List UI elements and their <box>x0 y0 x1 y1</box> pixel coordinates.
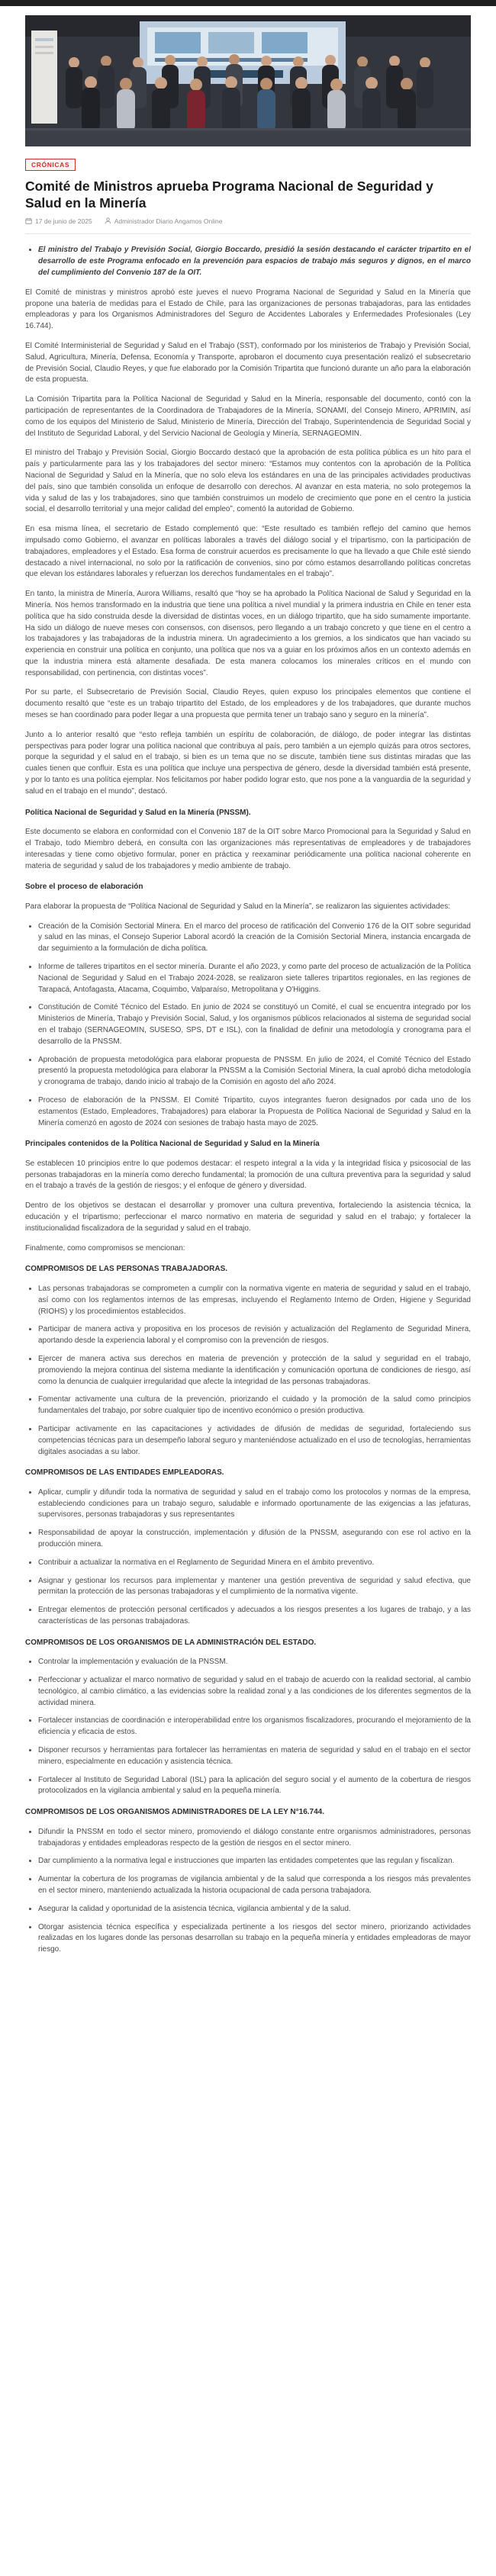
list-item: • Difundir la PNSSM en todo el sector minero, promoviendo el diálogo constante entre organismos administradores, personas trabajadoras y entidades empleadoras respecto de la gestión de riesgos en el sector minero. <box>38 1827 471 1850</box>
list-item: • Responsabilidad de apoyar la construcción, implementación y difusión de la PNSSM, asegurando con ese rol activo en la producción minera. <box>38 1528 471 1551</box>
list-item: • Aumentar la cobertura de los programas de vigilancia ambiental y de la salud que corresponda a los riesgos más prevalentes en el sector minero, manteniendo actualizada la historia ocupacional de cada persona trabajadora. <box>38 1874 471 1897</box>
calendar-icon <box>25 217 32 224</box>
list-item: • Participar de manera activa y propositiva en los procesos de revisión y actualización del Reglamento de Seguridad Minera, aportando desde la experiencia laboral y el compromiso con la prevención de riesgos. <box>38 1324 471 1347</box>
administrators-commitments-list <box>25 1827 471 1956</box>
article-paragraph: En esa misma línea, el secretario de Estado complementó que: “Este resultado es también reflejo del camino que hemos impulsado como Gobierno, el avanzar en políticas laborales a través del diálogo social y el tripartismo, con la participación de trabajadores, empleadores y el Estado. Esa forma de construir acuerdos es precisamente lo que ha llevado a que Chile esté siendo destacado a nivel internacional, no solo por la ratificación de convenios, sino por cómo estamos desarrollando políticas concretas que elevan los estándares laborales y refuerzan los derechos fundamentales en el trabajo”. <box>25 525 471 579</box>
meta-author-link[interactable]: Administrador Diario Angamos Online <box>114 217 223 225</box>
top-bar <box>0 0 496 6</box>
list-item: • Creación de la Comisión Sectorial Minera. En el marco del proceso de ratificación del Convenio 176 de la OIT sobre seguridad y salud en las minas, el Consejo Superior Laboral acordó la creación de la Comisión Sectorial Minera, instancia encargada de dar seguimiento a la formulación de dicha política. <box>38 921 471 955</box>
meta-date-text: 17 de junio de 2025 <box>35 217 92 225</box>
list-item: • Fomentar activamente una cultura de la prevención, priorizando el cuidado y la promoción de la salud como principios fundamentales del trabajo, por sobre cualquier tipo de incentivo económico o presión productiva. <box>38 1394 471 1417</box>
group-photo-illustration <box>25 15 471 146</box>
meta-date <box>25 217 92 225</box>
list-item: • Perfeccionar y actualizar el marco normativo de seguridad y salud en el trabajo de acuerdo con la realidad sectorial, al cambio tecnológico, al cambio climático, a las evidencias sobre la realidad zonal y a las condiciones de los diferentes segmentos de la actividad minera. <box>38 1675 471 1709</box>
list-item: • Participar activamente en las capacitaciones y actividades de difusión de medidas de seguridad, fortaleciendo sus competencias técnicas para un desempeño laboral seguro y manteniéndose actualizado en el uso de tecnologías, herramientas digitales asociadas a su labor. <box>38 1424 471 1458</box>
list-item: • Informe de talleres tripartitos en el sector minería. Durante el año 2023, y como parte del proceso de actualización de la Política Nacional de Seguridad y Salud en el Trabajo 2024-2028, se realizaron siete talleres tripartitos regionales, en las regiones de Tarapacá, Antofagasta, Atacama, Coquimbo, Valparaíso, Metropolitana y O'Higgins. <box>38 962 471 995</box>
meta-author <box>105 217 223 225</box>
article-paragraph: Dentro de los objetivos se destacan el desarrollar y promover una cultura preventiva, fortaleciendo la asistencia técnica, la educación y el tripartismo; perfeccionar el marco normativo en materia de seguridad y salud en el trabajo; y fortalecer la institucionalidad fiscalizadora de la seguridad y salud en el trabajo. <box>25 1201 471 1233</box>
list-item: • Asegurar la calidad y oportunidad de la asistencia técnica, vigilancia ambiental y de la salud. <box>38 1904 471 1915</box>
section-heading-process: Sobre el proceso de elaboración <box>25 883 143 892</box>
section-heading-administrators: COMPROMISOS DE LOS ORGANISMOS ADMINISTRADORES DE LA LEY N°16.744. <box>25 1808 325 1817</box>
list-item: • Ejercer de manera activa sus derechos en materia de prevención y protección de la salud y seguridad en el trabajo, promoviendo la mejora continua del sistema mediante la identificación y comunicación oportuna de condiciones de riesgo, así como la denuncia de cualquier irregularidad que afecte la integridad de las personas trabajadoras. <box>38 1354 471 1388</box>
workers-commitments-list <box>25 1284 471 1458</box>
article-paragraph: El Comité de ministras y ministros aprobó este jueves el nuevo Programa Nacional de Seguridad y Salud en la Minería que propone una batería de medidas para el Estado de Chile, para las organizaciones de personas trabajadoras, para las entidades empleadoras y para los Organismos Administradores del Seguro de Accidentes Laborales y Enfermedades Profesionales (Ley 16.744). <box>25 288 471 331</box>
article-paragraph: El Comité Interministerial de Seguridad y Salud en el Trabajo (SST), conformado por los ministerios de Trabajo y Previsión Social, Salud, Agricultura, Minería, Defensa, Economía y Transporte, aprobaron el documento cuya presentación realizó el subsecretario de Previsión Social, Claudio Reyes, y que fue elaborado por la Comisión Tripartita que funcionó durante un año para la elaboración de esta propuesta. <box>25 341 471 384</box>
lead-list <box>25 244 471 278</box>
list-item: • Controlar la implementación y evaluación de la PNSSM. <box>38 1657 471 1668</box>
article-paragraph: En tanto, la ministra de Minería, Aurora Williams, resaltó que “hoy se ha aprobado la Política Nacional de Salud y Seguridad en la Minería. Nos hemos transformado en la industria que tiene una política a nivel mundial y la primera industria en Chile en tener esta política que ha sido construida desde la diversidad de distintas voces, en un diálogo tripartito, que ha sido sumamente importante. Ha sido un diálogo de nueve meses con consensos, con disensos, pero llegando a un trabajo concreto y que tiene en el centro a los trabajadores y las trabajadoras de la industria minera. Un agradecimiento a los gremios, a los sindicatos que han vaciado su experiencia en construir una política en conjunto, una política que nos va a guiar en los próximos años en un contexto además en que la industria minera está altamente desafiada. De esta manera colocamos los minerales críticos en el mundo con responsabilidad, con pertinencia, con distintas voces”. <box>25 590 471 677</box>
list-item: • Aplicar, cumplir y difundir toda la normativa de seguridad y salud en el trabajo como los protocolos y normas de la empresa, estableciendo condiciones para un trabajo seguro, saludable e informado oportunamente de las exigencias a las jefaturas, supervisores, personas trabajadoras y sus representantes <box>38 1487 471 1521</box>
section-heading-contents: Principales contenidos de la Política Nacional de Seguridad y Salud en la Minería <box>25 1140 320 1149</box>
section-heading-pnssm: Política Nacional de Seguridad y Salud en la Minería (PNSSM). <box>25 808 251 817</box>
article-paragraph: Por su parte, el Subsecretario de Previsión Social, Claudio Reyes, quien expuso los principales elementos que contiene el documento resaltó que “este es un trabajo tripartito del Estado, de los empleadores y de los trabajadores, que durante muchos meses se han coordinado para poder llegar a una propuesta que permita tener un trabajo sano y seguro en la minería”. <box>25 688 471 720</box>
lead-text: • El ministro del Trabajo y Previsión Social, Giorgio Boccardo, presidió la sesión destacando el carácter tripartito en el desarrollo de este Programa enfocado en la prevención para espacios de trabajo más seguros y dignos, en el marco del cumplimiento del Convenio 187 de la OIT. <box>38 244 471 278</box>
list-item: • Las personas trabajadoras se comprometen a cumplir con la normativa vigente en materia de seguridad y salud en el trabajo, así como con los reglamentos internos de las empresas, incluyendo el Reglamento Interno de Orden, Higiene y Seguridad (RIOHS) y los procedimientos establecidos. <box>38 1284 471 1317</box>
list-item: • Constitución de Comité Técnico del Estado. En junio de 2024 se constituyó un Comité, el cual se encuentra integrado por los Ministerios de Minería, Trabajo y Previsión Social, Salud, y los organismos públicos relacionados al sistema de seguridad social en el trabajo (SERNAGEOMIN, SUSESO, SPS, DT e ISL), con la finalidad de definir una metodología y cronograma para el desarrollo de la PNSSM. <box>38 1002 471 1047</box>
list-item: • Asignar y gestionar los recursos para implementar y mantener una gestión preventiva de seguridad y salud efectiva, que permitan la protección de las personas trabajadoras y el cumplimiento de la normativa vigente. <box>38 1576 471 1599</box>
list-item: • Aprobación de propuesta metodológica para elaborar propuesta de PNSSM. En julio de 2024, el Comité Técnico del Estado presentó la propuesta metodológica para elaborar la PNSSM a la Comisión Sectorial Minera, la cual aprobó dicha metodología y cronograma de trabajo, dando inicio al trabajo de la Comisión en agosto del año 2024. <box>38 1055 471 1089</box>
state-commitments-list <box>25 1657 471 1797</box>
author-icon <box>105 217 111 224</box>
meta-divider <box>25 233 471 234</box>
list-item: • Entregar elementos de protección personal certificados y adecuados a los riesgos presentes a los lugares de trabajo, y a las características de las personas trabajadoras. <box>38 1605 471 1628</box>
article-paragraph: Junto a lo anterior resaltó que “esto refleja también un espíritu de colaboración, de diálogo, de poder integrar las distintas perspectivas para poder lograr una política nacional que contribuya al país, pero también a un ejemplo quizás para otros sectores, porque la seguridad y el salud en el trabajo, si bien es un tema que no se discute, también tiene sus distintas miradas que las cuales tienen que confluir. Esta es una política que incluye una perspectiva de género, desde la diversidad también está presente, y por lo tanto es una política ejemplar. Nos felicitamos por haber podido lograr esto, que nos pone a la vanguardia de la seguridad y salud en el trabajo en el mundo”, destacó. <box>25 730 471 796</box>
article-paragraph: Se establecen 10 principios entre lo que podemos destacar: el respeto integral a la vida y la integridad física y psicosocial de las personas trabajadoras en la minería como derecho fundamental; la promoción de una cultura preventiva para la seguridad y salud en el trabajo a través de la gestión de riesgos; y el enfoque de género y diversidad. <box>25 1159 471 1191</box>
article-meta <box>25 217 471 225</box>
list-item: • Otorgar asistencia técnica específica y especializada pertinente a los riesgos del sector minero, priorizando actividades realizadas en los lugares donde las personas desarrollan su trabajo en la pequeña minería y entidades empleadoras de mayor riesgo. <box>38 1922 471 1956</box>
article-paragraph: Este documento se elabora en conformidad con el Convenio 187 de la OIT sobre Marco Promocional para la Seguridad y Salud en el Trabajo, todo Miembro deberá, en consulta con las organizaciones más representativas de empleadores y de trabajadores interesadas y tiene como objetivo formular, poner en práctica y reexaminar periódicamente una política nacional coherente en materia de seguridad y salud de los trabajadores y medio ambiente de trabajo. <box>25 828 471 870</box>
section-heading-state: COMPROMISOS DE LOS ORGANISMOS DE LA ADMINISTRACIÓN DEL ESTADO. <box>25 1638 317 1647</box>
article-paragraph: La Comisión Tripartita para la Política Nacional de Seguridad y Salud en la Minería, responsable del documento, contó con la participación de representantes de la Coordinadora de Trabajadores de la Minería, SONAMI, del Consejo Minero, APRIMIN, así como de los equipos del Ministerio de Salud, Ministerio de Minería, Dirección del Trabajo, Superintendencia de Seguridad Social y del Instituto de Seguridad Laboral, y del Servicio Nacional de Geología y Minería, SERNAGEOMIN. <box>25 395 471 438</box>
process-list <box>25 921 471 1130</box>
list-item: • Dar cumplimiento a la normativa legal e instrucciones que imparten las entidades competentes que las regulan y fiscalizan. <box>38 1856 471 1867</box>
section-heading-workers: COMPROMISOS DE LAS PERSONAS TRABAJADORAS. <box>25 1265 228 1274</box>
list-item: • Proceso de elaboración de la PNSSM. El Comité Tripartito, cuyos integrantes fueron designados por cada uno de los estamentos (Estado, Empleadores, Trabajadores) para elaborar la Propuesta de Política Nacional de Seguridad y Salud en la Minería comenzó en agosto de 2024 con sesiones de trabajo hasta mayo de 2025. <box>38 1095 471 1129</box>
page-title: Comité de Ministros aprueba Programa Nacional de Seguridad y Salud en la Minería <box>25 178 433 211</box>
employers-commitments-list <box>25 1487 471 1628</box>
list-item: • Disponer recursos y herramientas para fortalecer las herramientas en materia de seguridad y salud en el trabajo en el sector minero, especialmente en educación y asistencia técnica. <box>38 1745 471 1768</box>
article <box>0 6 496 2000</box>
article-paragraph: Finalmente, como compromisos se mencionan: <box>25 1243 185 1253</box>
list-item: • Fortalecer al Instituto de Seguridad Laboral (ISL) para la aplicación del seguro social y el aumento de la cobertura de riesgos protocolizados en la vigilancia ambiental y salud en la pequeña minería. <box>38 1775 471 1798</box>
list-item: • Contribuir a actualizar la normativa en el Reglamento de Seguridad Minera en el ámbito preventivo. <box>38 1558 471 1569</box>
section-heading-employers: COMPROMISOS DE LAS ENTIDADES EMPLEADORAS. <box>25 1468 224 1478</box>
article-paragraph: Para elaborar la propuesta de “Política Nacional de Seguridad y Salud en la Minería”, se realizaron las siguientes actividades: <box>25 902 450 911</box>
list-item: • Fortalecer instancias de coordinación e interoperabilidad entre los organismos fiscalizadores, procurando el mejoramiento de la eficiencia y eficacia de estos. <box>38 1716 471 1738</box>
category-badge[interactable]: CRÓNICAS <box>25 159 76 171</box>
article-paragraph: El ministro del Trabajo y Previsión Social, Giorgio Boccardo destacó que la aprobación de esta política pública es un hito para el país y particularmente para las y los trabajadores del sector minero: “Estamos muy contentos con la aprobación de la Política Nacional de Seguridad y Salud en la Minería, que no solo eleva los estándares en una de las principales actividades productivas del país, sino que también consolida un enfoque de desarrollo con derechos. Al avanzar en esta materia, no solo protegemos la vida y salud de las y los trabajadores, sino que también construimos un modelo de crecimiento que pone en el centro la justicia social, el desarrollo territorial y una mejor calidad del empleo”, comentó la autoridad de Gobierno. <box>25 449 471 514</box>
article-photo <box>25 15 471 146</box>
